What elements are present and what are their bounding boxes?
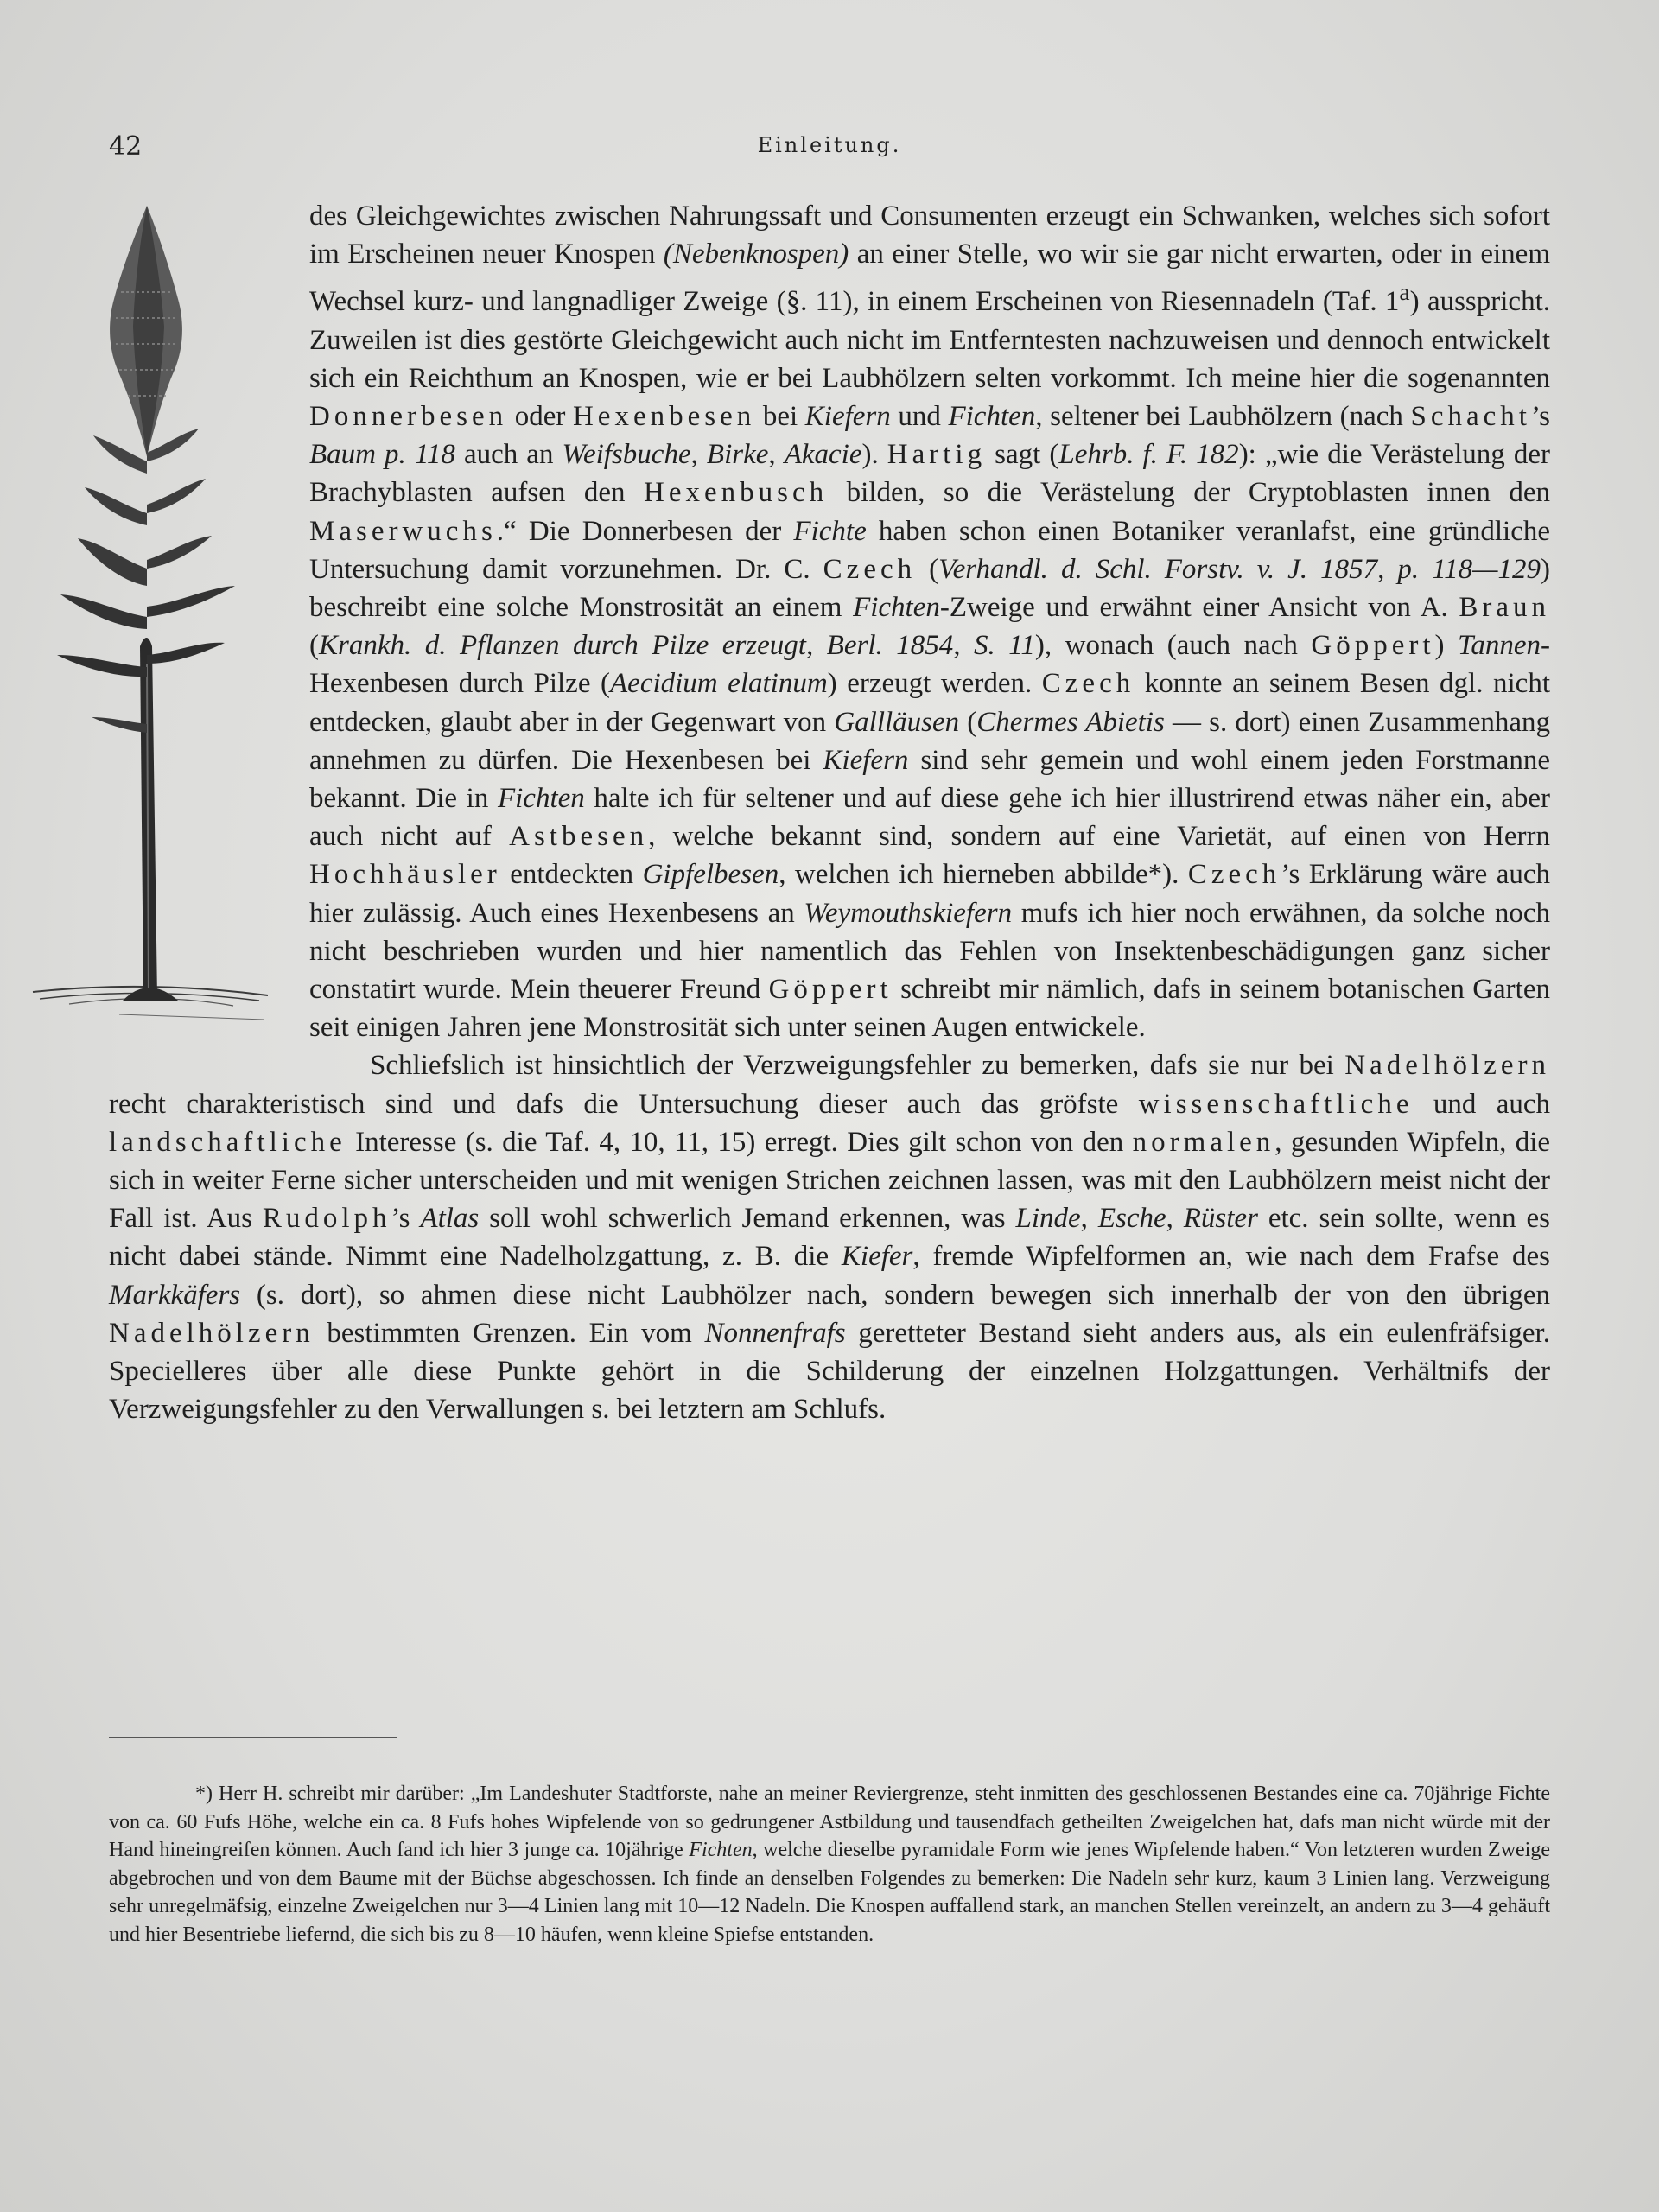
spaced-run: Czech: [1041, 668, 1135, 700]
spaced-run: Göppert: [768, 974, 893, 1006]
text-run: -Hexenbesen durch Pilze (: [309, 630, 1550, 700]
text-run: ,: [768, 439, 785, 471]
text-run: -Zweige und erwähnt einer Ansicht von A.: [939, 592, 1459, 624]
spaced-run: Nadelhölzern: [109, 1317, 315, 1349]
italic-run: Weifsbuche: [562, 439, 691, 471]
text-run: halte ich für seltener und auf diese gehe ich hier illustrirend etwas näher ein, aber auch nicht auf: [309, 783, 1551, 853]
italic-run: Kiefer: [841, 1241, 913, 1273]
text-run: an einer Stelle, wo wir sie gar nicht erwarten, oder in einem Wechsel kurz- und langnadliger Zweige (§. 11), in einem Erscheinen von Riesennadeln (Taf. 1: [309, 238, 1550, 318]
italic-run: Gallläusen: [834, 706, 960, 738]
spaced-run: Donnerbesen: [309, 401, 508, 433]
text-run: oder: [507, 401, 573, 433]
italic-run: Baum p. 118: [309, 439, 455, 471]
italic-run: Chermes Abietis: [976, 706, 1165, 738]
text-run: , fremde Wipfelformen an, wie nach dem Frafse des: [912, 1241, 1550, 1273]
text-run: und auch: [1413, 1088, 1550, 1120]
italic-run: Fichte: [793, 515, 867, 547]
spaced-run: Hochhäusler: [309, 859, 501, 891]
text-run: ’s Erklärung wäre auch hier zulässig. Auch eines Hexenbesens an: [309, 859, 1550, 929]
text-run: ), wonach (auch nach: [1034, 630, 1312, 662]
text-run: recht charakteristisch sind und dafs die Untersuchung dieser auch das gröfste: [109, 1088, 1139, 1120]
footnote-text: [109, 1780, 1550, 1949]
text-run: mufs ich hier noch erwähnen, da solche noch nicht beschrieben wurden und hier namentlich das Fehlen von Insektenbeschädigungen ganz sicher constatirt wurde. Mein theuerer Freund: [309, 897, 1550, 1006]
italic-run: Krankh. d. Pflanzen durch Pilze erzeugt, Berl. 1854, S. 11: [319, 630, 1035, 662]
spruce-tree-drawing: [9, 197, 294, 1061]
italic-run: Kiefern: [823, 744, 909, 776]
text-run: , welche bekannt sind, sondern auf eine Varietät, auf einen von Herrn: [648, 821, 1550, 853]
text-run: ,: [690, 439, 707, 471]
spaced-run: Schacht: [1410, 401, 1531, 433]
paragraph-1: [109, 197, 1550, 1046]
spaced-run: Czech: [1187, 859, 1281, 891]
text-run: ) erzeugt werden.: [827, 668, 1042, 700]
text-run: ,: [1166, 1203, 1184, 1235]
italic-run: Gipfelbesen: [642, 859, 779, 891]
spaced-run: Astbesen: [509, 821, 649, 853]
italic-run: Tannen: [1458, 630, 1541, 662]
text-run: Schliefslich ist hinsichtlich der Verzweigungsfehler zu bemerken, dafs sie nur bei: [370, 1050, 1345, 1082]
text-run: des Gleichgewichtes zwischen Nahrungssaft und Consumenten erzeugt ein Schwanken, welches sich sofort im Erscheinen neuer Knospen: [309, 200, 1550, 270]
italic-run: Rüster: [1183, 1203, 1258, 1235]
text-run: (s. dort), so ahmen diese nicht Laubhölzer nach, sondern bewegen sich innerhalb der von den übrigen: [240, 1279, 1550, 1311]
superscript-run: a: [1399, 278, 1410, 306]
text-run: auch an: [454, 439, 563, 471]
spaced-run: Czech: [823, 553, 917, 585]
main-text: [109, 197, 1550, 1429]
text-run: ,: [1080, 1203, 1098, 1235]
text-run: , welche dieselbe pyramidale Form wie jenes Wipfelende haben.“ Von letzteren wurden Zweige abgebrochen und von dem Baume mit der Büchse abgeschossen. Ich finde an denselben Folgendes zu bemerken: Die Nadeln sehr kurz, kaum 3 Linien lang. Verzweigung sehr unregelmäfsig, einzelne Zweigelchen nur 3—4 Linien lang mit 10—12 Nadeln. Die Knospen auffallend stark, an manchen Stellen vereinzelt, an andern zu 3—4 gehäuft und hier Besentriebe liefernd, die sich bis zu 8—10 häufen, wenn kleine Spiefse entstanden.: [109, 1839, 1550, 1946]
page-number: 42: [109, 131, 143, 162]
italic-run: Verhandl. d. Schl. Forstv. v. J. 1857, p. 118—129: [938, 553, 1541, 585]
text-run: ): [1434, 630, 1459, 662]
italic-run: Nonnenfrafs: [704, 1317, 846, 1349]
text-run: ’s: [1530, 401, 1550, 433]
text-run: ).: [861, 439, 887, 471]
page-header: [109, 131, 1550, 166]
text-run: ’s: [391, 1203, 421, 1235]
text-run: ) ausspricht. Zuweilen ist dies gestörte Gleichgewicht auch nicht im Entferntesten nachzuweisen und dennoch entwickelt sich ein Reichthum an Knospen, wie er bei Laubhölzern selten vorkommt. Ich meine hier die sogenannten: [309, 286, 1550, 394]
spaced-run: Nadelhölzern: [1344, 1050, 1550, 1082]
text-run: , welchen ich hierneben abbilde*).: [779, 859, 1188, 891]
text-run: geretteter Bestand sieht anders aus, als ein eulenfräfsiger. Specielleres über alle diese Punkte gehört in die Schilderung der einzelnen Holzgattungen. Verhältnifs der Verzweigungsfehler zu den Verwallungen s. bei letztern am Schlufs.: [109, 1317, 1550, 1426]
text-run: — s. dort) einen Zusammenhang annehmen zu dürfen. Die Hexenbesen bei: [309, 706, 1551, 776]
spaced-run: landschaftliche: [109, 1126, 346, 1158]
text-run: (: [959, 706, 977, 738]
text-run: , seltener bei Laubhölzern (nach: [1035, 401, 1411, 433]
italic-run: Kiefern: [804, 401, 891, 433]
text-run: (: [916, 553, 939, 585]
spaced-run: Hexenbusch: [644, 477, 829, 509]
footnote: [109, 1780, 1550, 1949]
spaced-run: Hartig: [887, 439, 987, 471]
spaced-run: wissenschaftliche: [1138, 1088, 1414, 1120]
text-run: sagt (: [986, 439, 1059, 471]
text-run: (: [309, 630, 319, 662]
text-run: bilden, so die Verästelung der Cryptoblasten innen den: [828, 477, 1550, 509]
italic-run: Fichten: [497, 783, 585, 815]
italic-run: Aecidium elatinum: [610, 668, 828, 700]
text-run: und: [890, 401, 949, 433]
italic-run: Fichten: [948, 401, 1036, 433]
spaced-run: Braun: [1459, 592, 1550, 624]
spaced-run: Rudolph: [262, 1203, 391, 1235]
spaced-run: Göppert: [1311, 630, 1435, 662]
paragraph-2: [109, 1046, 1550, 1428]
text-run: schreibt mir nämlich, dafs in seinem botanischen Garten seit einigen Jahren jene Monstrosität sich unter seinen Augen entwickele.: [309, 974, 1550, 1044]
italic-run: Birke: [706, 439, 769, 471]
italic-run: Akacie: [784, 439, 862, 471]
italic-run: (Nebenknospen): [663, 238, 849, 270]
italic-run: Atlas: [420, 1203, 480, 1235]
text-run: , gesunden Wipfeln, die sich in weiter Ferne sicher unterscheiden und mit wenigen Strichen zeichnen lassen, was mit den Laubhölzern meist nicht der Fall ist. Aus: [109, 1126, 1551, 1235]
text-run: etc. sein sollte, wenn es nicht dabei stände. Nimmt eine Nadelholzgattung, z. B. die: [109, 1203, 1551, 1273]
italic-run: Linde: [1015, 1203, 1081, 1235]
text-run: haben schon einen Botaniker veranlafst, eine gründliche Untersuchung damit vorzunehmen. Dr. C.: [309, 515, 1550, 585]
text-run: bei: [755, 401, 805, 433]
italic-run: Weymouthskiefern: [804, 897, 1013, 929]
tree-illustration: [0, 197, 294, 1061]
italic-run: Esche: [1097, 1203, 1166, 1235]
text-run: ): „wie die Verästelung der Brachyblasten aufsen den: [309, 439, 1550, 509]
text-run: soll wohl schwerlich Jemand erkennen, was: [479, 1203, 1016, 1235]
text-run: Interesse (s. die Taf. 4, 10, 11, 15) erregt. Dies gilt schon von den: [346, 1126, 1133, 1158]
spaced-run: Hexenbesen: [572, 401, 756, 433]
italic-run: Lehrb. f. F. 182: [1058, 439, 1239, 471]
spaced-run: normalen: [1132, 1126, 1275, 1158]
text-run: konnte an seinem Besen dgl. nicht entdecken, glaubt aber in der Gegenwart von: [309, 668, 1550, 738]
footnote-rule: [109, 1737, 397, 1738]
text-run: sind sehr gemein und wohl einem jeden Forstmanne bekannt. Die in: [309, 744, 1551, 815]
text-run: ) beschreibt eine solche Monstrosität an einem: [309, 553, 1550, 624]
text-run: entdeckten: [500, 859, 643, 891]
text-run: *) Herr H. schreibt mir darüber: „Im Landeshuter Stadtforste, nahe an meiner Reviergrenze, steht inmitten des geschlossenen Bestandes eine ca. 70jährige Fichte von ca. 60 Fufs Höhe, welche ein ca. 8 Fufs hohes Wipfelende von so gedrungener Astbildung und tausendfach getheilten Zweigelchen hat, dafs man nicht würde mit der Hand hineingreifen können. Auch fand ich hier 3 junge ca. 10jährige: [109, 1783, 1550, 1862]
italic-run: Fichten: [689, 1839, 753, 1862]
italic-run: Fichten: [853, 592, 940, 624]
running-head: Einleitung.: [757, 133, 902, 157]
spaced-run: Maserwuchs: [309, 515, 497, 547]
italic-run: Markkäfers: [109, 1279, 241, 1311]
text-run: bestimmten Grenzen. Ein vom: [314, 1317, 705, 1349]
text-run: .“ Die Donnerbesen der: [496, 515, 794, 547]
